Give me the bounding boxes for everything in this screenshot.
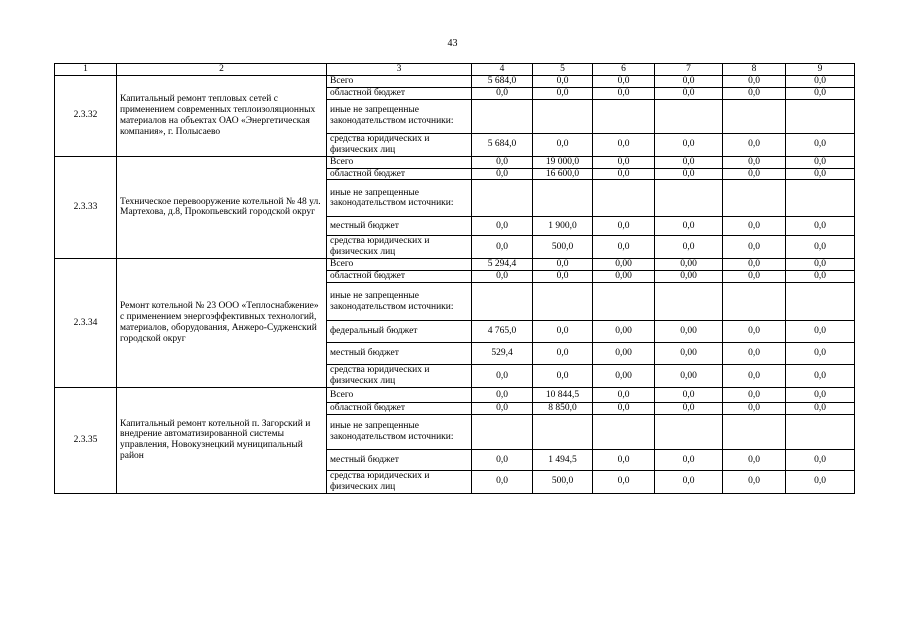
funding-source: местный бюджет xyxy=(327,449,472,470)
value-cell: 0,0 xyxy=(723,133,786,156)
value-cell: 19 000,0 xyxy=(533,156,593,168)
value-cell: 0,0 xyxy=(723,402,786,414)
column-header: 7 xyxy=(655,64,723,76)
value-cell xyxy=(533,414,593,449)
value-cell: 0,00 xyxy=(593,365,655,388)
value-cell xyxy=(593,99,655,133)
value-cell: 0,0 xyxy=(786,321,855,343)
value-cell: 0,0 xyxy=(723,271,786,283)
section-code: 2.3.34 xyxy=(55,259,117,388)
value-cell: 0,0 xyxy=(786,236,855,259)
value-cell: 0,0 xyxy=(723,343,786,365)
value-cell: 0,0 xyxy=(723,156,786,168)
value-cell: 0,0 xyxy=(655,156,723,168)
value-cell: 4 765,0 xyxy=(472,321,533,343)
table-row xyxy=(55,75,855,87)
value-cell xyxy=(786,283,855,321)
section-name: Капитальный ремонт тепловых сетей с применением современных теплоизоляционных материалов на объектах ОАО «Энергетическая компания», г. Полысаево xyxy=(117,75,327,156)
value-cell: 0,0 xyxy=(593,217,655,236)
value-cell: 529,4 xyxy=(472,343,533,365)
value-cell: 0,00 xyxy=(655,365,723,388)
funding-source: средства юридических и физических лиц xyxy=(327,133,472,156)
value-cell: 0,0 xyxy=(472,271,533,283)
funding-source: местный бюджет xyxy=(327,217,472,236)
value-cell: 0,0 xyxy=(472,402,533,414)
value-cell: 0,0 xyxy=(786,271,855,283)
section-code: 2.3.33 xyxy=(55,156,117,259)
funding-source: средства юридических и физических лиц xyxy=(327,365,472,388)
value-cell: 0,0 xyxy=(723,470,786,493)
value-cell: 0,0 xyxy=(786,87,855,99)
value-cell: 0,0 xyxy=(472,217,533,236)
column-header: 6 xyxy=(593,64,655,76)
value-cell: 0,0 xyxy=(786,217,855,236)
section-name: Техническое перевооружение котельной № 48 ул. Мартехова, д.8, Прокопьевский городской округ xyxy=(117,156,327,259)
value-cell: 0,0 xyxy=(593,156,655,168)
value-cell xyxy=(786,414,855,449)
value-cell: 0,0 xyxy=(593,470,655,493)
value-cell: 0,0 xyxy=(593,87,655,99)
value-cell xyxy=(723,414,786,449)
value-cell xyxy=(593,180,655,217)
value-cell: 0,0 xyxy=(723,217,786,236)
value-cell: 0,0 xyxy=(593,75,655,87)
value-cell: 0,0 xyxy=(533,365,593,388)
section-name: Капитальный ремонт котельной п. Загорский и внедрение автоматизированной системы управления, Новокузнецкий муниципальный район xyxy=(117,387,327,493)
section-name: Ремонт котельной № 23 ООО «Теплоснабжение» с применением энергоэффективных технологий, материалов, оборудования, Анжеро-Судженский городской округ xyxy=(117,259,327,388)
value-cell: 0,0 xyxy=(655,449,723,470)
value-cell: 0,0 xyxy=(723,75,786,87)
value-cell xyxy=(533,283,593,321)
value-cell xyxy=(655,99,723,133)
value-cell: 0,0 xyxy=(593,236,655,259)
value-cell: 0,0 xyxy=(655,470,723,493)
column-header: 2 xyxy=(117,64,327,76)
page-number: 43 xyxy=(447,38,458,49)
column-header: 1 xyxy=(55,64,117,76)
value-cell xyxy=(723,180,786,217)
value-cell: 0,0 xyxy=(472,365,533,388)
value-cell: 1 494,5 xyxy=(533,449,593,470)
section-code: 2.3.32 xyxy=(55,75,117,156)
value-cell: 0,0 xyxy=(472,168,533,180)
column-header: 8 xyxy=(723,64,786,76)
value-cell: 0,00 xyxy=(593,321,655,343)
value-cell: 10 844,5 xyxy=(533,387,593,402)
value-cell: 0,0 xyxy=(786,387,855,402)
funding-source: иные не запрещенные законодательством источники: xyxy=(327,99,472,133)
value-cell: 0,0 xyxy=(533,133,593,156)
value-cell: 0,0 xyxy=(533,321,593,343)
value-cell xyxy=(472,99,533,133)
value-cell: 0,0 xyxy=(723,168,786,180)
value-cell: 0,0 xyxy=(533,271,593,283)
value-cell: 0,00 xyxy=(593,271,655,283)
section-code: 2.3.35 xyxy=(55,387,117,493)
value-cell: 0,0 xyxy=(723,365,786,388)
value-cell: 0,0 xyxy=(593,449,655,470)
value-cell: 0,0 xyxy=(655,402,723,414)
funding-source: средства юридических и физических лиц xyxy=(327,470,472,493)
value-cell: 0,0 xyxy=(723,259,786,271)
value-cell: 0,0 xyxy=(472,387,533,402)
value-cell xyxy=(786,99,855,133)
value-cell: 500,0 xyxy=(533,470,593,493)
value-cell: 0,0 xyxy=(472,156,533,168)
value-cell: 0,0 xyxy=(472,470,533,493)
value-cell: 0,0 xyxy=(533,75,593,87)
value-cell: 0,00 xyxy=(593,259,655,271)
funding-source: средства юридических и физических лиц xyxy=(327,236,472,259)
value-cell: 0,0 xyxy=(786,402,855,414)
funding-source: иные не запрещенные законодательством источники: xyxy=(327,414,472,449)
funding-source: федеральный бюджет xyxy=(327,321,472,343)
value-cell: 0,0 xyxy=(655,168,723,180)
value-cell: 0,0 xyxy=(786,133,855,156)
value-cell xyxy=(533,99,593,133)
funding-source: Всего xyxy=(327,387,472,402)
value-cell: 0,00 xyxy=(655,321,723,343)
value-cell: 0,0 xyxy=(786,168,855,180)
value-cell xyxy=(593,414,655,449)
value-cell: 0,0 xyxy=(655,387,723,402)
value-cell: 5 294,4 xyxy=(472,259,533,271)
budget-table xyxy=(54,63,855,494)
value-cell: 0,00 xyxy=(655,259,723,271)
value-cell xyxy=(472,283,533,321)
column-header: 5 xyxy=(533,64,593,76)
value-cell: 0,0 xyxy=(786,470,855,493)
value-cell: 0,0 xyxy=(786,449,855,470)
value-cell: 0,0 xyxy=(655,87,723,99)
value-cell: 0,0 xyxy=(593,168,655,180)
value-cell: 0,0 xyxy=(593,402,655,414)
value-cell: 5 684,0 xyxy=(472,133,533,156)
value-cell: 0,0 xyxy=(723,87,786,99)
value-cell: 0,0 xyxy=(655,75,723,87)
funding-source: Всего xyxy=(327,156,472,168)
column-header: 9 xyxy=(786,64,855,76)
table-row xyxy=(55,387,855,402)
value-cell xyxy=(655,414,723,449)
value-cell: 0,0 xyxy=(723,449,786,470)
value-cell: 0,0 xyxy=(533,259,593,271)
table-row xyxy=(55,259,855,271)
value-cell xyxy=(533,180,593,217)
funding-source: областной бюджет xyxy=(327,271,472,283)
value-cell: 0,0 xyxy=(472,87,533,99)
value-cell: 0,0 xyxy=(655,217,723,236)
value-cell: 0,0 xyxy=(723,321,786,343)
value-cell: 0,0 xyxy=(533,343,593,365)
value-cell: 8 850,0 xyxy=(533,402,593,414)
value-cell: 1 900,0 xyxy=(533,217,593,236)
column-header: 4 xyxy=(472,64,533,76)
value-cell: 0,0 xyxy=(786,365,855,388)
value-cell xyxy=(655,283,723,321)
value-cell xyxy=(723,99,786,133)
value-cell xyxy=(472,180,533,217)
value-cell: 0,0 xyxy=(472,236,533,259)
value-cell: 0,00 xyxy=(593,343,655,365)
value-cell: 0,0 xyxy=(723,236,786,259)
value-cell: 0,0 xyxy=(786,343,855,365)
funding-source: областной бюджет xyxy=(327,402,472,414)
value-cell xyxy=(655,180,723,217)
funding-source: областной бюджет xyxy=(327,168,472,180)
table-body xyxy=(55,64,855,494)
value-cell xyxy=(472,414,533,449)
value-cell: 0,0 xyxy=(786,75,855,87)
funding-source: Всего xyxy=(327,259,472,271)
funding-source: местный бюджет xyxy=(327,343,472,365)
value-cell: 0,0 xyxy=(593,133,655,156)
value-cell: 0,0 xyxy=(472,449,533,470)
value-cell: 0,0 xyxy=(723,387,786,402)
funding-source: иные не запрещенные законодательством источники: xyxy=(327,283,472,321)
value-cell: 5 684,0 xyxy=(472,75,533,87)
value-cell: 0,0 xyxy=(655,133,723,156)
funding-source: Всего xyxy=(327,75,472,87)
value-cell: 0,0 xyxy=(786,259,855,271)
value-cell: 0,0 xyxy=(786,156,855,168)
value-cell: 0,0 xyxy=(655,236,723,259)
value-cell xyxy=(786,180,855,217)
value-cell xyxy=(593,283,655,321)
value-cell: 0,0 xyxy=(593,387,655,402)
value-cell: 0,00 xyxy=(655,343,723,365)
value-cell: 0,00 xyxy=(655,271,723,283)
header-row xyxy=(55,64,855,76)
table-row xyxy=(55,156,855,168)
funding-source: областной бюджет xyxy=(327,87,472,99)
column-header: 3 xyxy=(327,64,472,76)
funding-source: иные не запрещенные законодательством источники: xyxy=(327,180,472,217)
value-cell xyxy=(723,283,786,321)
value-cell: 16 600,0 xyxy=(533,168,593,180)
value-cell: 0,0 xyxy=(533,87,593,99)
value-cell: 500,0 xyxy=(533,236,593,259)
